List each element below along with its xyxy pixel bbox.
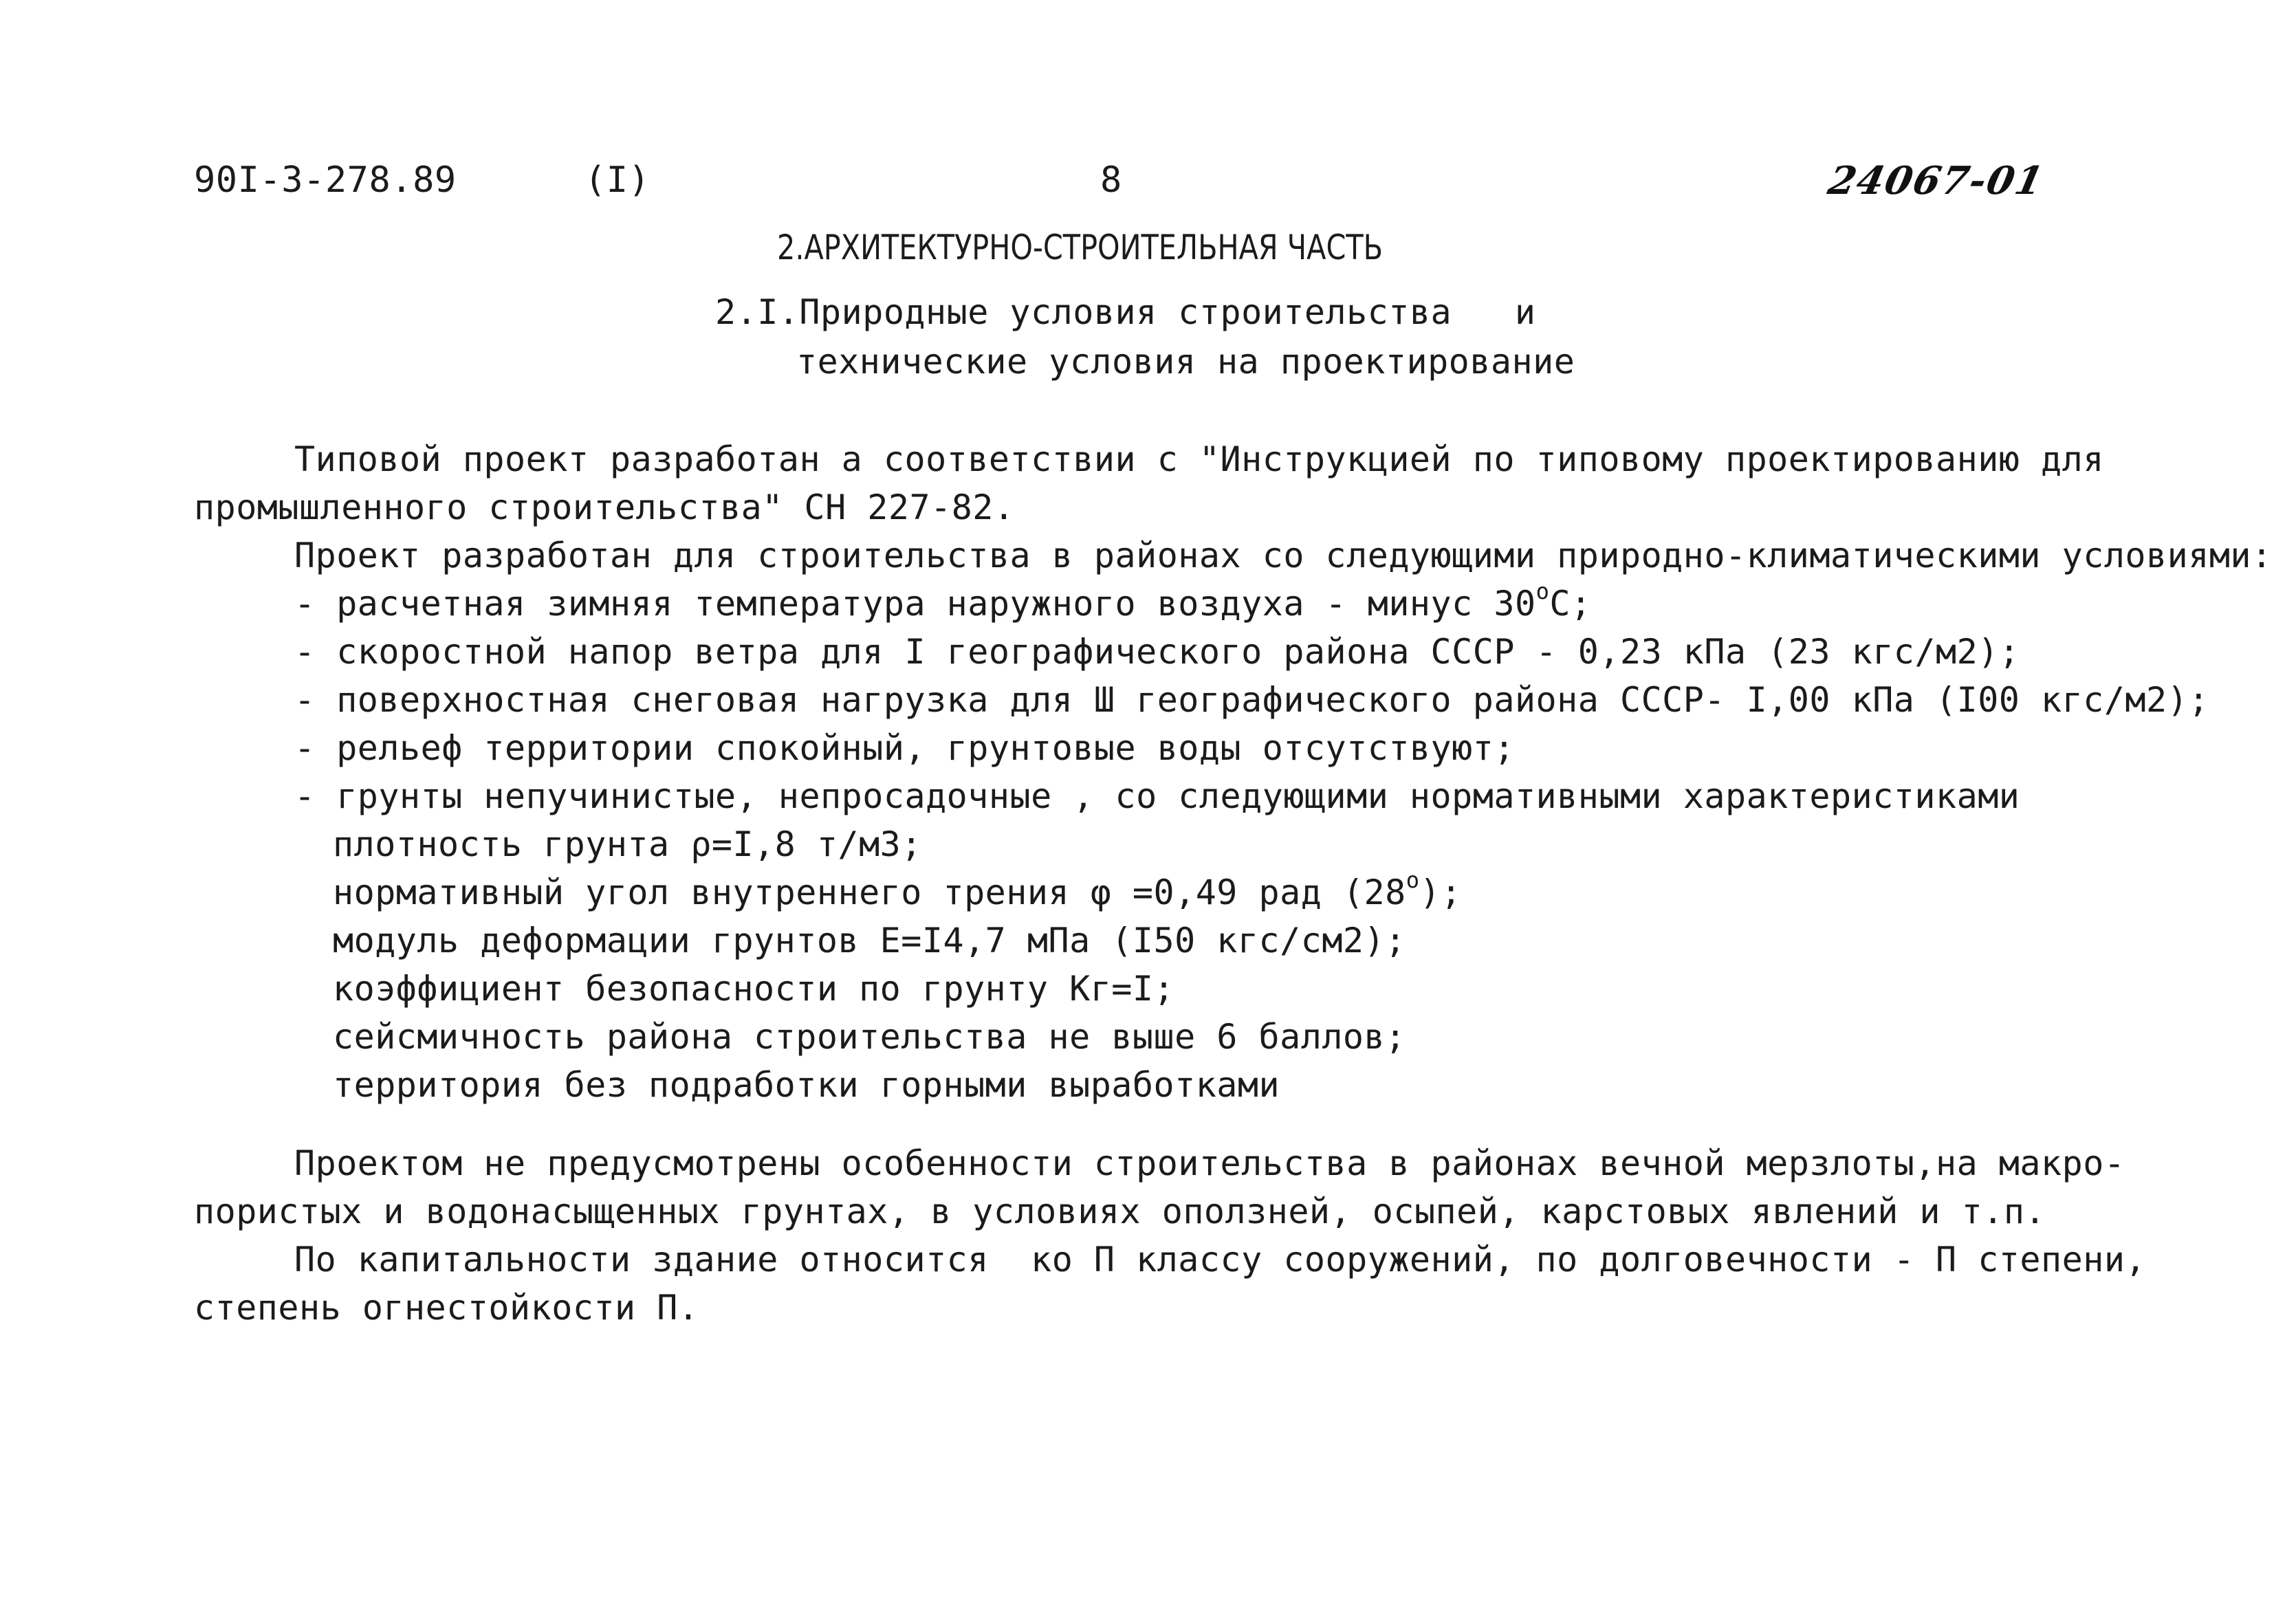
bullet-terrain: - рельеф территории спокойный, грунтовые воды отсутствуют; (294, 728, 1515, 768)
paragraph-3-line-2: пористых и водонасыщенных грунтах, в условиях оползней, осыпей, карстовых явлений и т.п. (194, 1192, 2046, 1231)
soil-safety-factor: коэффициент безопасности по грунту Кг=I; (333, 969, 1175, 1009)
subsection-title-line-1: 2.I.Природные условия строительства и (715, 292, 1536, 332)
page-number: 8 (1100, 160, 1122, 201)
volume-number: (I) (584, 160, 651, 201)
document-code: 90I-3-278.89 (194, 160, 457, 201)
seismicity: сейсмичность района строительства не выше 6 баллов; (333, 1017, 1406, 1057)
soil-density: плотность грунта ρ=I,8 т/м3; (333, 824, 922, 864)
soil-friction-angle: нормативный угол внутреннего трения φ =0,49 рад (28$^o$); (333, 867, 1462, 912)
mining-condition: территория без подработки горными выработками (333, 1065, 1280, 1105)
bullet-wind-pressure: - скоростной напор ветра для I географического района СССР - 0,23 кПа (23 кгс/м2); (294, 632, 2020, 672)
subsection-title-line-2: технические условия на проектирование (796, 342, 1575, 382)
paragraph-4-line-1: По капитальности здание относится ко П классу сооружений, по долговечности - П степени, (294, 1240, 2147, 1280)
section-title: 2.АРХИТЕКТУРНО-СТРОИТЕЛЬНАЯ ЧАСТЬ (777, 228, 1384, 267)
bullet-soils: - грунты непучинистые, непросадочные , со следующими нормативными характеристиками (294, 776, 2020, 816)
handwritten-inventory-number: 24067-01 (1824, 158, 2049, 204)
soil-deformation-modulus: модуль деформации грунтов Е=I4,7 мПа (I50 кгс/см2); (333, 921, 1406, 961)
paragraph-4-line-2: степень огнестойкости П. (194, 1288, 699, 1328)
paragraph-2-intro: Проект разработан для строительства в районах со следующими природно-климатическими условиями: (294, 536, 2273, 575)
paragraph-1-line-1: Типовой проект разработан а соответствии с "Инструкцией по типовому проектированию для (294, 439, 2104, 479)
paragraph-1-line-2: промышленного строительства" СН 227-82. (194, 487, 1015, 527)
bullet-snow-load: - поверхностная снеговая нагрузка для Ш географического района СССР- I,00 кПа (I00 кгс/м2); (294, 680, 2209, 720)
bullet-winter-temperature: - расчетная зимняя температура наружного воздуха - минус 30$^o$С; (294, 578, 1592, 624)
paragraph-3-line-1: Проектом не предусмотрены особенности строительства в районах вечной мерзлоты,на макро- (294, 1143, 2125, 1183)
